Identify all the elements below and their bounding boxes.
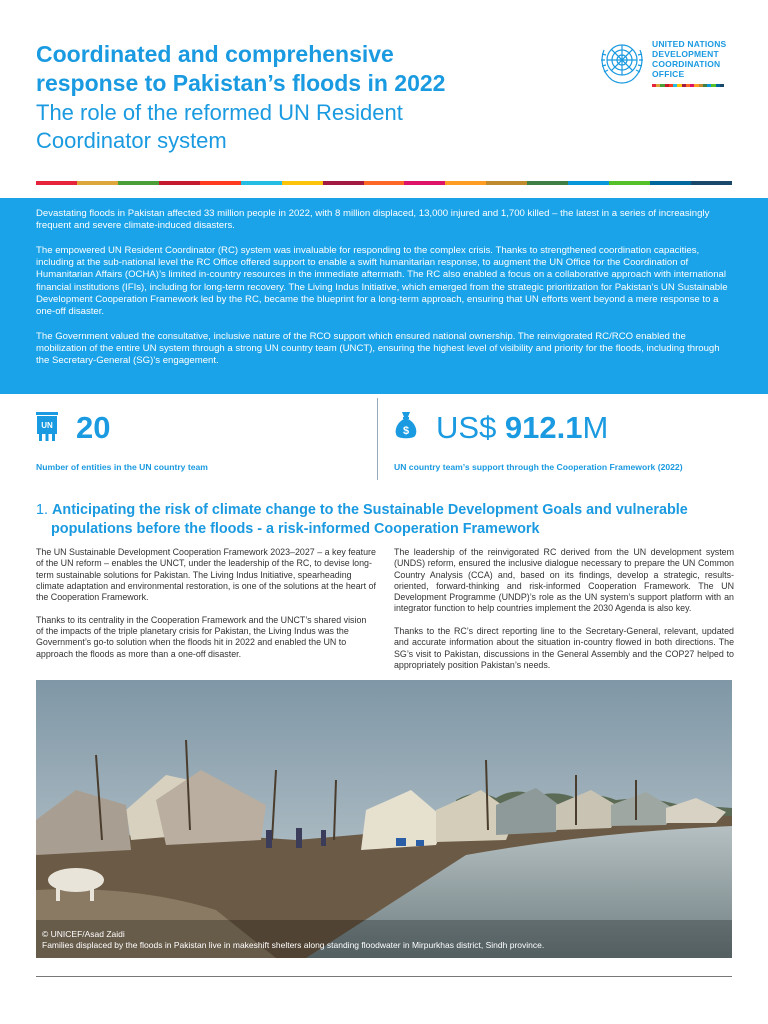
un-building-icon	[36, 412, 58, 442]
stat-support-label: UN country team’s support through the Cooperation Framework (2022)	[394, 462, 683, 472]
svg-text:UN: UN	[41, 421, 53, 430]
left-paragraph-2: Thanks to its centrality in the Cooperation Framework and the UNCT’s shared vision of the impacts of the triple planetary crisis for Pakistan, the Living Indus was the Government’s go-to solution when the floods hit in 2022 and enabled the UN to approach the floods as more than a one-off disaster.	[36, 614, 367, 659]
stripe-segment	[527, 181, 568, 185]
section-title-line-2: populations before the floods - a risk-informed Cooperation Framework	[51, 521, 540, 537]
stat-entities-label: Number of entities in the UN country team	[36, 462, 208, 472]
intro-paragraph-3: The Government valued the consultative, inclusive nature of the RCO support which ensured national ownership. The reinvigorated RC/RCO enabled the mobilization of the entire UN system through a strong UN country team (UNCT), ensuring the highest level of visibility and priority for the floods, including through the Secretary-General (SG)’s engagement.	[36, 330, 720, 367]
stripe-segment	[282, 181, 323, 185]
intro-paragraph-2: The empowered UN Resident Coordinator (RC) system was invaluable for responding to the complex crisis. Thanks to strengthened coordination capacities, including at the sub-national level the RC Office offered support to enable a swift humanitarian response, to augment the UN Office for the Coordination of Humanitarian Affairs (OCHA)’s limited in-country resources in the immediate aftermath. The RC also enabled a focus on a collaborative approach with international financial institutions (IFIs), including for long-term recovery. The Living Indus Initiative, which emerged from the strategic prioritization for Pakistan’s UN Sustainable Development Cooperation Framework led by the RC, became the blueprint for a long-term approach, ensuring that UN efforts went beyond a mere response to a one-off disaster.	[36, 244, 728, 317]
money-bag-icon	[394, 410, 418, 440]
intro-paragraph-1: Devastating floods in Pakistan affected 33 million people in 2022, with 8 million displaced, 13,000 injured and 1,700 killed – the latest in a series of increasingly frequent and severe climate-induced disasters.	[36, 208, 710, 232]
logo-line-4: OFFICE	[652, 69, 685, 79]
stat-support	[394, 398, 734, 478]
photo-caption: Families displaced by the floods in Pakistan live in makeshift shelters along standing floodwater in Mirpurkhas district, Sindh province.	[42, 940, 545, 950]
stripe-segment	[364, 181, 405, 185]
stripe-segment	[568, 181, 609, 185]
stripe-segment	[36, 181, 77, 185]
flood-shelters-photo	[36, 680, 732, 958]
logo-line-3: COORDINATION	[652, 59, 721, 69]
stat-support-value	[436, 410, 608, 446]
right-paragraph-2: Thanks to the RC’s direct reporting line to the Secretary-General, relevant, updated and accurate information about the situation in-country flowed in both directions. The SG’s visit to Pakistan, discussions in the General Assembly and the COP27 helped to appropriately position Pakistan’s needs.	[394, 626, 734, 670]
photo-illustration	[36, 680, 732, 958]
svg-text:$: $	[402, 425, 410, 437]
sdg-color-stripe	[36, 181, 732, 185]
section-title-line-1: Anticipating the risk of climate change to the Sustainable Development Goals and vulnerable	[52, 502, 688, 518]
stripe-segment	[77, 181, 118, 185]
left-paragraph-1: The UN Sustainable Development Cooperation Framework 2023–2027 – a key feature of the UN reform – enables the UNCT, under the leadership of the RC, to devise long-term sustainable solutions for Pakistan. The Living Indus Initiative, spearheading climate adaptation and environmental restoration, is one of the solutions at the heart of the Cooperation Framework.	[36, 547, 376, 603]
logo-line-1: UNITED NATIONS	[652, 39, 727, 49]
currency-prefix: US$	[436, 410, 505, 445]
amount-value: 912.1	[504, 410, 583, 445]
stripe-segment	[486, 181, 527, 185]
logo-line-2: DEVELOPMENT	[652, 49, 719, 59]
subtitle-line-2: Coordinator system	[36, 128, 227, 153]
photo-credit: © UNICEF/Asad Zaidi	[42, 929, 125, 939]
un-emblem-icon	[596, 36, 648, 88]
logo-color-bar	[652, 84, 724, 87]
subtitle-line-1: The role of the reformed UN Resident	[36, 100, 403, 125]
title-line-2: response to Pakistan’s floods in 2022	[36, 70, 446, 96]
stripe-segment	[650, 181, 691, 185]
undco-logo	[596, 36, 736, 98]
stat-entities	[36, 398, 366, 478]
stripe-segment	[445, 181, 486, 185]
document-header	[36, 40, 556, 155]
title-line-1: Coordinated and comprehensive	[36, 41, 394, 67]
intro-box	[0, 198, 768, 394]
left-column	[36, 547, 376, 671]
stripe-segment	[200, 181, 241, 185]
footer-divider	[36, 976, 732, 977]
stat-divider	[377, 398, 378, 480]
logo-wordmark	[652, 39, 726, 79]
stripe-segment	[691, 181, 732, 185]
section-1-heading	[36, 501, 736, 539]
stat-entities-value: 20	[76, 410, 111, 445]
stripe-segment	[118, 181, 159, 185]
stripe-segment	[609, 181, 650, 185]
stripe-segment	[404, 181, 445, 185]
page-title	[36, 40, 556, 98]
page-subtitle	[36, 99, 556, 155]
amount-suffix: M	[582, 410, 609, 445]
right-paragraph-1: The leadership of the reinvigorated RC derived from the UN development system (UNDS) reform, ensured the inclusive dialogue necessary to prepare the UN Common Country Analysis (CCA) and, based on its findings, develop a strategic, results-oriented, forward-thinking and risk-informed Cooperation Framework. The UN Development Programme (UNDP)’s role as the UN system’s support platform with an integrator function to help countries implement the 2030 Agenda is also key.	[394, 547, 734, 614]
logo-bar-segment	[720, 84, 724, 87]
section-number: 1.	[36, 502, 49, 518]
stripe-segment	[323, 181, 364, 185]
right-column	[394, 547, 734, 683]
stripe-segment	[159, 181, 200, 185]
stripe-segment	[241, 181, 282, 185]
